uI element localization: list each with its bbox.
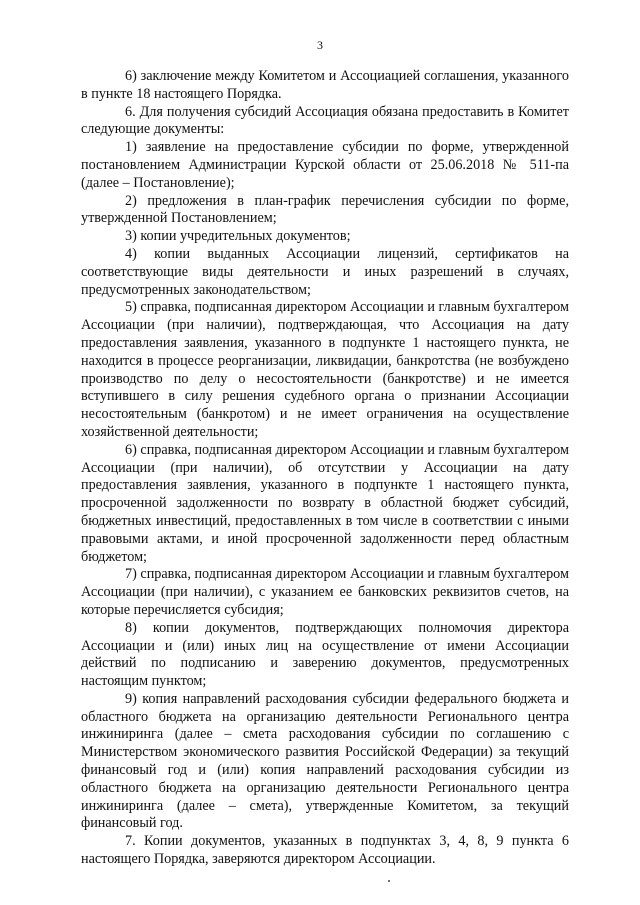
paragraph-item-6-agreement: 6) заключение между Комитетом и Ассоциацией соглашения, указанного в пункте 18 настоящего Порядка.	[81, 68, 569, 102]
paragraph-item-5-certificate: 5) справка, подписанная директором Ассоциации и главным бухгалтером Ассоциации (при наличии), подтверждающая, что Ассоциация на дату предоставления заявления, указанного в подпункте 1 настоящего пункта, не находится в процессе реорганизации, ликвидации, банкротства (не возбуждено производство по делу о несостоятельности (банкротстве) и не имеется вступившего в силу решения судебного органа о признании Ассоциации несостоятельным (банкротом) и не имеет ограничения на осуществление хозяйственной деятельности;	[81, 299, 569, 440]
paragraph-item-6-certificate: 6) справка, подписанная директором Ассоциации и главным бухгалтером Ассоциации (при наличии), об отсутствии у Ассоциации на дату предоставления заявления, указанного в подпункте 1 настоящего пункта, просроченной задолженности по возврату в областной бюджет субсидий, бюджетных инвестиций, предоставленных в том числе в соответствии с иными правовыми актами, и иной просроченной задолженности перед областным бюджетом;	[81, 441, 569, 565]
scan-speck	[388, 880, 390, 882]
paragraph-item-8-authority: 8) копии документов, подтверждающих полномочия директора Ассоциации и (или) иных лиц на осуществление от имени Ассоциации действий по подписанию и заверению документов, предусмотренных настоящим пунктом;	[81, 619, 569, 690]
paragraph-point-7: 7. Копии документов, указанных в подпунктах 3, 4, 8, 9 пункта 6 настоящего Порядка, заверяются директором Ассоциации.	[81, 833, 569, 868]
paragraph-item-1-application: 1) заявление на предоставление субсидии по форме, утвержденной постановлением Администрации Курской области от 25.06.2018 № 511-па (далее – Постановление);	[81, 139, 569, 191]
page-number: 3	[317, 38, 323, 52]
paragraph-item-4-licenses: 4) копии выданных Ассоциации лицензий, сертификатов на соответствующие виды деятельности и иных разрешений в случаях, предусмотренных законодательством;	[81, 245, 569, 298]
paragraph-item-9-expenses: 9) копия направлений расходования субсидии федерального бюджета и областного бюджета на организацию деятельности Регионального центра инжиниринга (далее – смета расходования субсидии по соглашению с Министерством экономического развития Российской Федерации) за текущий финансовый год и (или) копия направлений расходования субсидии из областного бюджета на организацию деятельности Регионального центра инжиниринга (далее – смета), утвержденные Комитетом, за текущий финансовый год.	[81, 690, 569, 832]
paragraph-point-6: 6. Для получения субсидий Ассоциация обязана предоставить в Комитет следующие документы:	[81, 103, 569, 138]
paragraph-item-7-certificate: 7) справка, подписанная директором Ассоциации и главным бухгалтером Ассоциации (при наличии), с указанием ее банковских реквизитов счетов, на которые перечисляется субсидия;	[81, 566, 569, 618]
document-body	[81, 68, 569, 869]
paragraph-item-2-proposals: 2) предложения в план-график перечисления субсидии по форме, утвержденной Постановлением;	[81, 192, 569, 227]
paragraph-item-3-copies: 3) копии учредительных документов;	[125, 228, 351, 245]
